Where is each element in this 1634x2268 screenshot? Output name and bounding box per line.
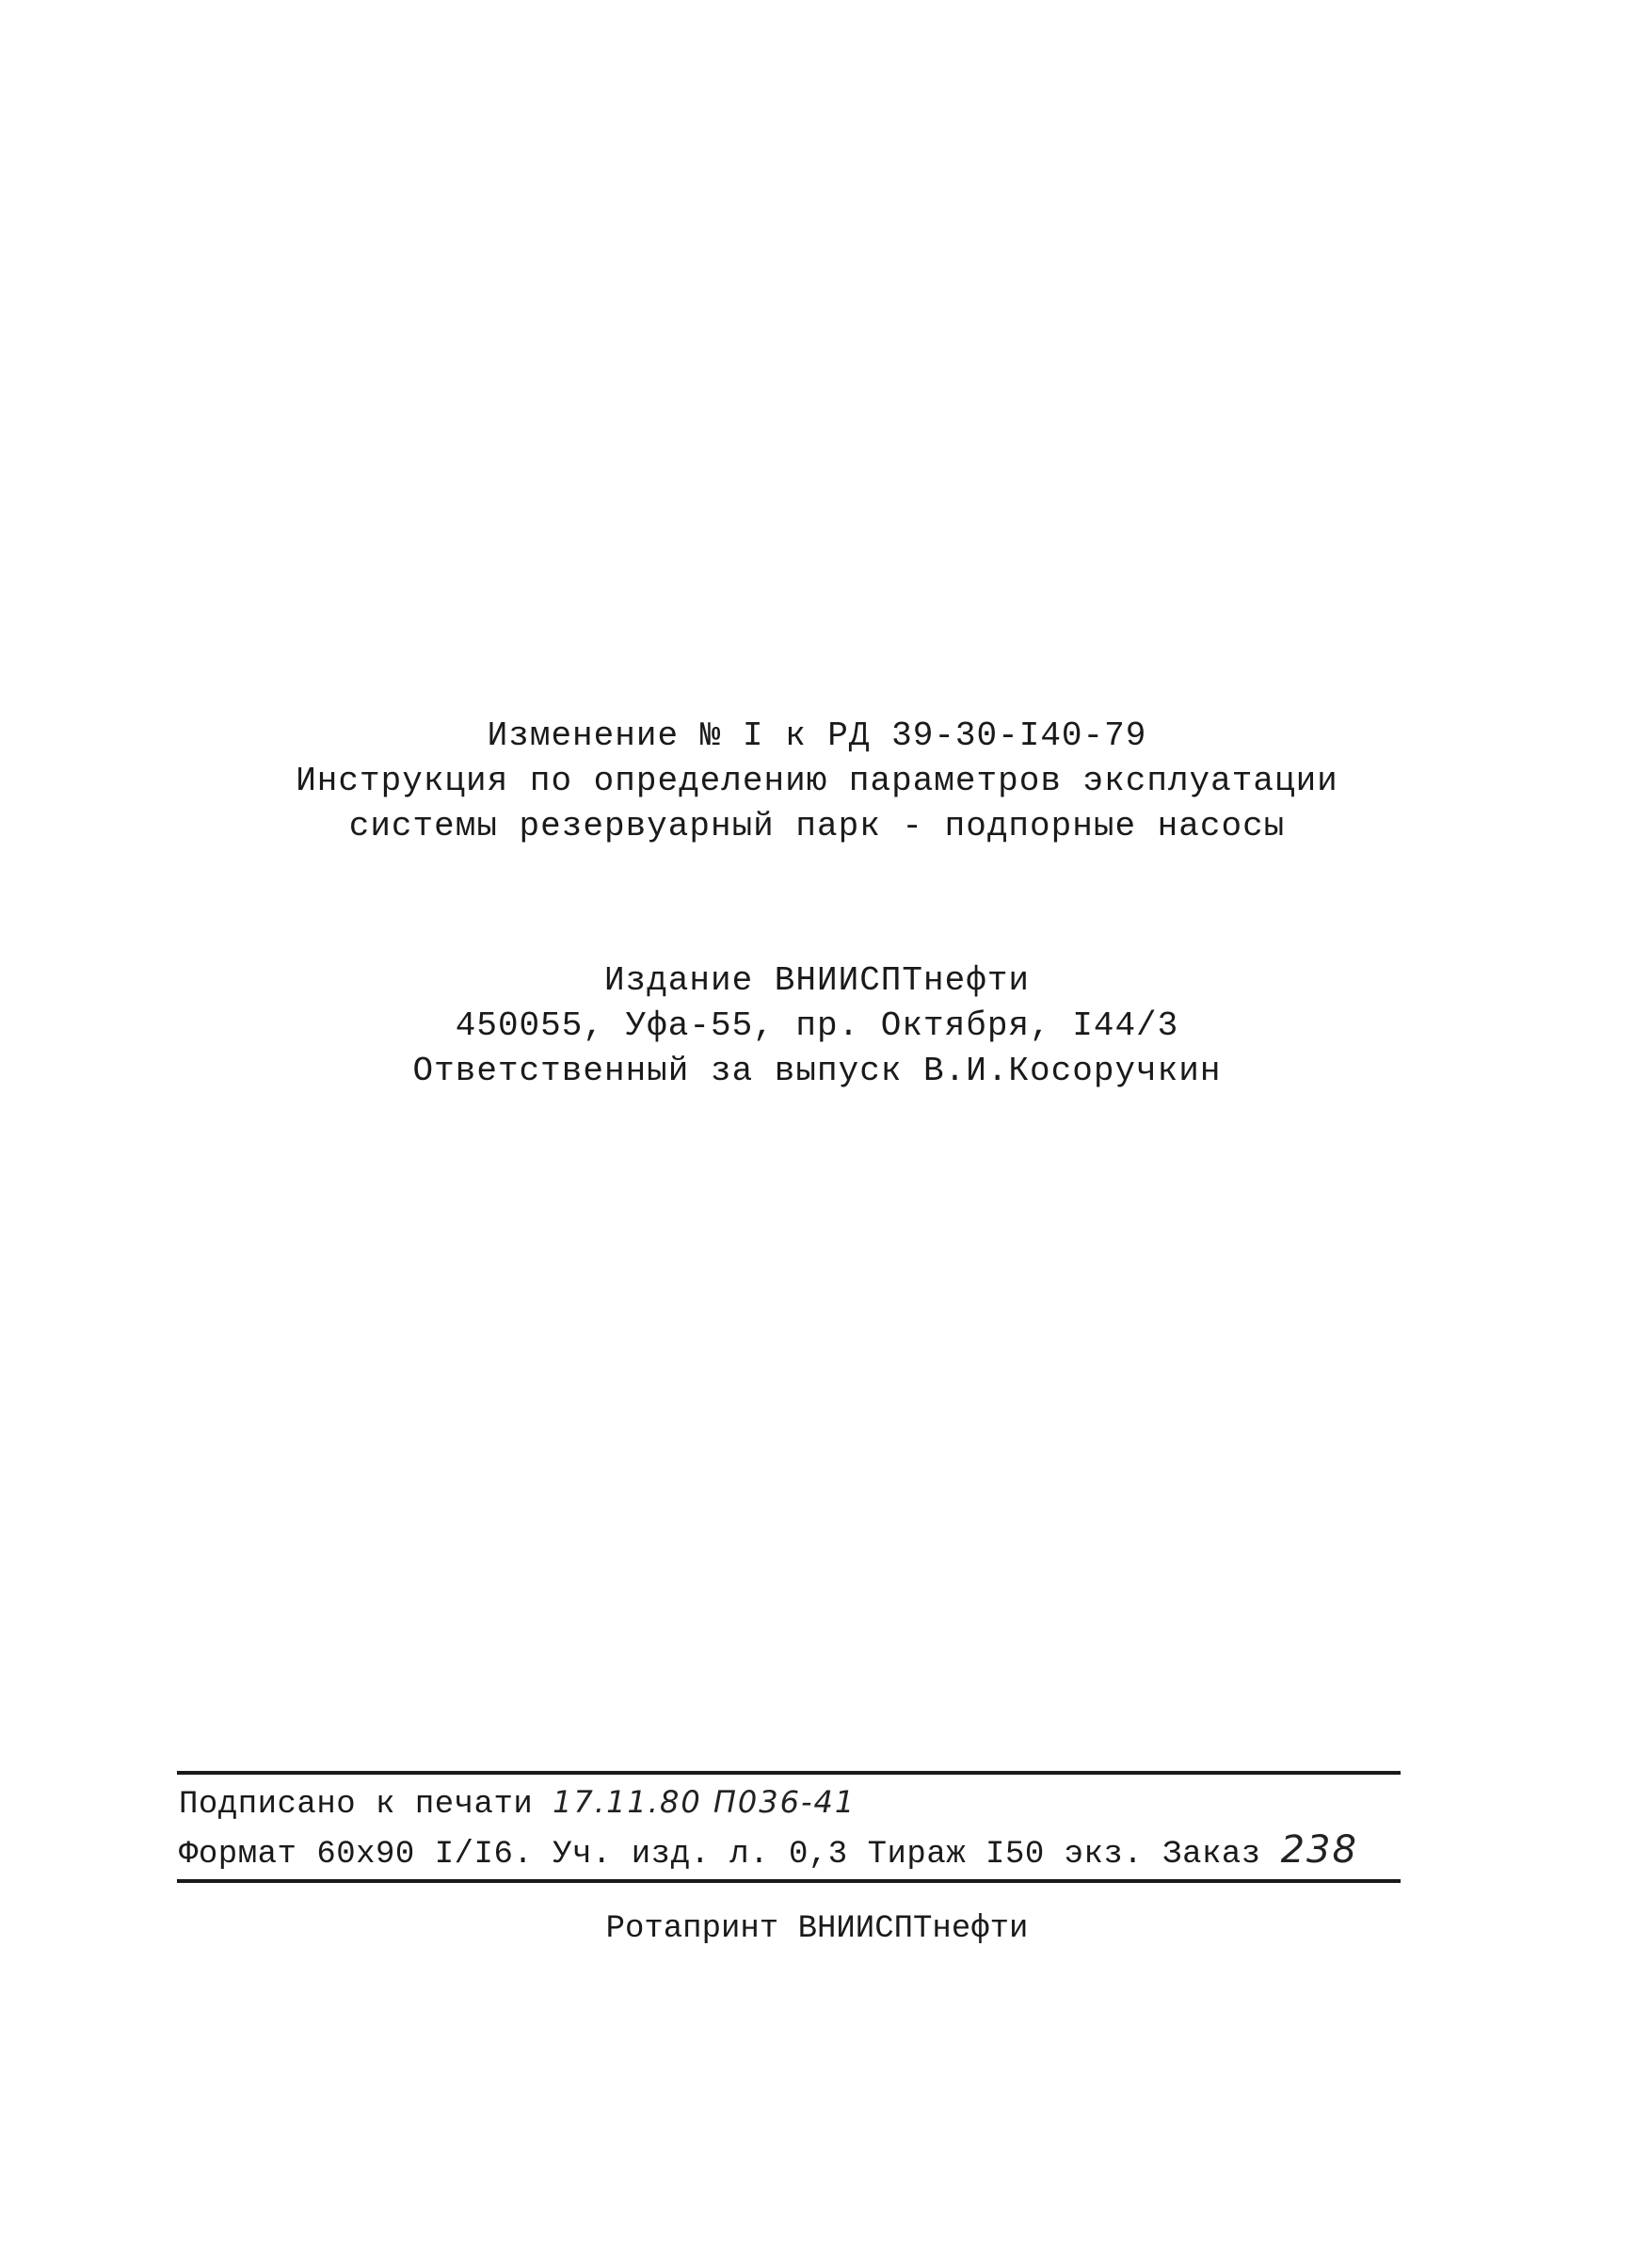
publisher-responsible: Ответственный за выпуск В.И.Косоручкин (412, 1052, 1222, 1090)
title-line-3: системы резервуарный парк - подпорные насосы (348, 807, 1286, 845)
title-line-2: Инструкция по определению параметров эксплуатации (296, 762, 1338, 800)
publisher-line-1: Издание ВНИИСПТнефти (603, 961, 1031, 1000)
order-label: Заказ (1162, 1837, 1261, 1873)
imprint-signed-line (179, 1781, 856, 1826)
imprint-top-rule (177, 1771, 1401, 1775)
imprint-bottom-rule (177, 1879, 1401, 1883)
publisher-info (0, 958, 1634, 1094)
imprint-format-line (179, 1829, 1358, 1875)
order-handwritten-value: 238 (1280, 1828, 1358, 1872)
document-title (0, 714, 1634, 849)
printer-name: Ротапринт ВНИИСПТнефти (605, 1911, 1029, 1947)
signed-label: Подписано к печати (179, 1787, 534, 1823)
title-line-1: Изменение № I к РД 39-30-I40-79 (487, 716, 1147, 755)
signed-handwritten-value: 17.11.80 П036-41 (553, 1784, 857, 1820)
format-text: Формат 60х90 I/I6. Уч. изд. л. 0,3 Тираж I50 экз. (179, 1837, 1144, 1873)
publisher-address: 450055, Уфа-55, пр. Октября, I44/3 (455, 1006, 1179, 1045)
